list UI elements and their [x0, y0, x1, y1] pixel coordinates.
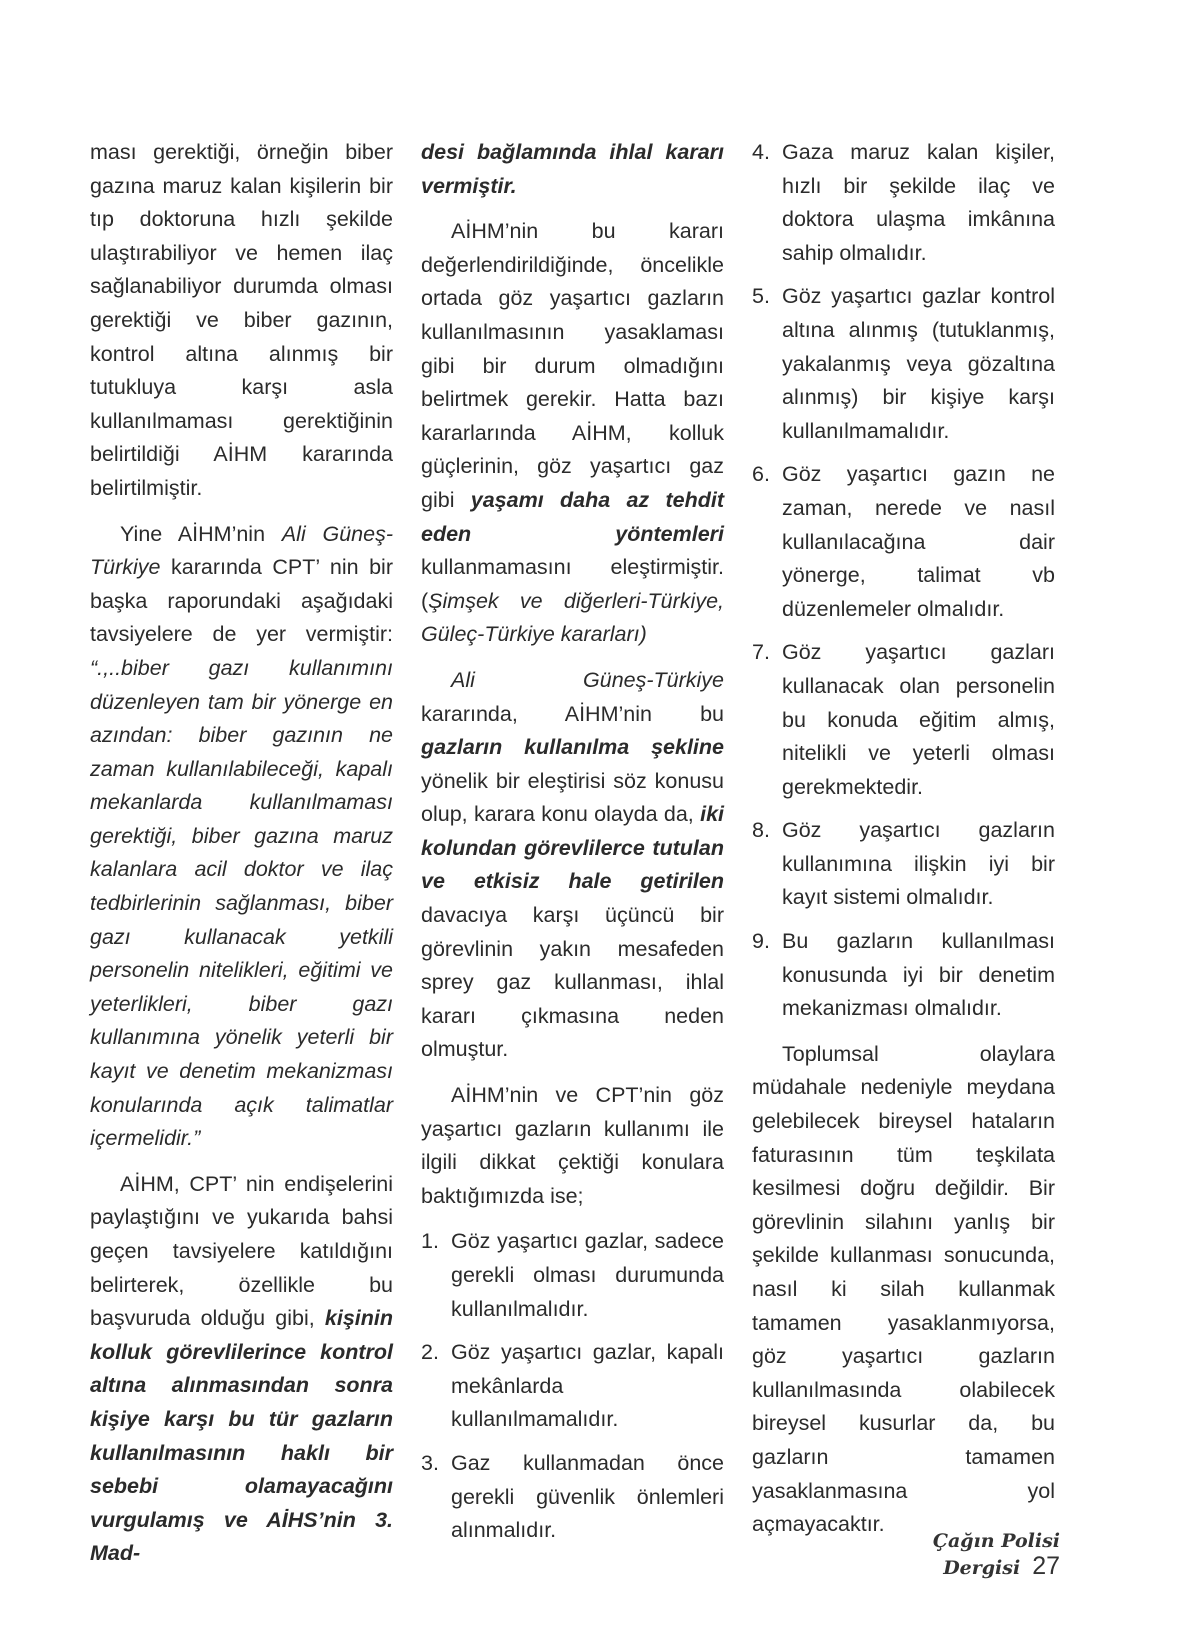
list-item: 8. Göz yaşartıcı gazların kullanımına ilişkin iyi bir kayıt sistemi olmalıdır. [752, 818, 1055, 910]
case-name: Ali Güneş-Türkiye [90, 521, 394, 580]
list-item: 1. Göz yaşartıcı gazlar, sadece gerekli olması durumunda kullanılmalıdır. [421, 1229, 724, 1321]
numbered-list [421, 1225, 724, 1547]
column-1 [90, 136, 393, 1583]
paragraph: AİHM, CPT’ nin endişelerini paylaştığını ve yukarıda bahsi geçen tavsiyelere katıldığını belirterek, özellikle bu başvuruda olduğu gibi, kişinin kolluk görevlilerince kontrol altına alınmasından sonra kişiye karşı bu tür gazların kullanılmasının haklı bir sebebi olamayacağını vurgulamış ve AİHS’nin 3. Mad- [90, 1171, 393, 1566]
page-footer [820, 1530, 1060, 1581]
list-item: 7. Göz yaşartıcı gazları kullanacak olan personelin bu konuda eğitim almış, nitelikli ve yeterli olması gerekmektedir. [752, 640, 1055, 799]
list-item: 9. Bu gazların kullanılması konusunda iyi bir denetim mekanizması olmalıdır. [752, 929, 1055, 1021]
paragraph: Toplumsal olaylara müdahale nedeniyle meydana gelebilecek bireysel hataların faturasının tüm teşkilata kesilmesi doğru değildir. Bir görevlinin silahını yanlış bir şekilde kullanması sonucunda, nasıl ki silah kullanmak tamamen yasaklanmıyorsa, göz yaşartıcı gazların kullanılmasında olabilecek bireysel kusurlar da, bu gazların tamamen yasaklanmasına yol açmayacaktır. [752, 1041, 1055, 1537]
list-item: 5. Göz yaşartıcı gazlar kontrol altına alınmış (tutuklanmış, yakalanmış veya gözaltına alınmış) bir kişiye karşı kullanılmamalıdır. [752, 284, 1055, 443]
emphasis: yaşamı daha az tehdit eden yöntemleri [421, 487, 724, 546]
list-item: 2. Göz yaşartıcı gazlar, kapalı mekânlarda kullanılmamalıdır. [421, 1340, 724, 1432]
list-item: 4. Gaza maruz kalan kişiler, hızlı bir şekilde ilaç ve doktora ulaşma imkânına sahip olmalıdır. [752, 140, 1055, 265]
paragraph: AİHM’nin bu kararı değerlendirildiğinde, öncelikle ortada göz yaşartıcı gazların kullanılmasının yasaklaması gibi bir durum olmadığını belirtmek gerekir. Hatta bazı kararlarında AİHM, kolluk güçlerinin, göz yaşartıcı gaz gibi yaşamı daha az tehdit eden yöntemleri kullanmamasını eleştirmiştir. (Şimşek ve diğerleri-Türkiye, Güleç-Türkiye kararları) [421, 219, 724, 647]
paragraph: Yine AİHM’nin Ali Güneş-Türkiye kararında CPT’ nin bir başka raporundaki aşağıdaki tavsiyelere de yer vermiştir: “.,..biber gazı kullanımını düzenleyen tam bir yönerge en azından: biber gazının ne zaman kullanılabileceği, kapalı mekanlarda kullanılmaması gerektiği, biber gazına maruz kalanlara acil doktor ve ilaç tedbirlerinin sağlanması, biber gazı kullanacak yetkili personelin nitelikleri, eğitimi ve yeterlikleri, biber gazı kullanımına yönelik yeterli bir kayıt ve denetim mekanizması konularında açık talimatlar içermelidir.” [90, 521, 394, 1151]
paragraph: ması gerektiği, örneğin biber gazına maruz kalan kişilerin bir tıp doktoruna hızlı şekilde ulaştırabiliyor ve hemen ilaç sağlanabiliyor durumda olması gerektiği ve biber gazının, kontrol altına alınmış bir tutukluya karşı asla kullanılmaması gerektiğinin belirtildiği AİHM kararında belirtilmiştir. [90, 140, 393, 500]
paragraph [421, 136, 724, 203]
paragraph: Ali Güneş-Türkiye kararında, AİHM’nin bu gazların kullanılma şekline yönelik bir eleştirisi söz konusu olup, karara konu olayda da, iki kolundan görevlilerce tutulan ve etkisiz hale getirilen davacıya karşı üçüncü bir görevlinin yakın mesafeden sprey gaz kullanması, ihlal kararı çıkmasına neden olmuştur. [421, 667, 724, 1062]
list-item: 3. Gaz kullanmadan önce gerekli güvenlik önlemleri alınmalıdır. [421, 1450, 724, 1543]
column-3 [752, 136, 1055, 1554]
case-names: Şimşek ve diğerleri-Türkiye, Güleç-Türkiye kararları) [421, 588, 724, 647]
numbered-list [752, 136, 1055, 1026]
emphasis: kişinin kolluk görevlilerince kontrol altına alınmasından sonra kişiye karşı bu tür gazların kullanılmasının haklı bir sebebi olamayacağını vurgulamış ve AİHS’nin 3. Mad- [90, 1306, 393, 1566]
case-name: Ali Güneş-Türkiye [451, 667, 724, 692]
paragraph: AİHM’nin ve CPT’nin göz yaşartıcı gazların kullanımı ile ilgili dikkat çektiği konulara baktığımızda ise; [421, 1083, 724, 1208]
column-2 [421, 136, 724, 1560]
page-number: 27 [1032, 1552, 1060, 1580]
emphasis: desi bağlamında ihlal kararı vermiştir. [421, 140, 724, 198]
magazine-name: Çağın Polisi Dergisi [932, 1530, 1060, 1579]
emphasis: iki kolundan görevlilerce tutulan ve etkisiz hale getirilen [421, 802, 724, 894]
quotation: “.,..biber gazı kullanımını düzenleyen tam bir yönerge en azından: biber gazının ne zaman kullanılabileceği, kapalı mekanlarda kullanılmaması gerektiği, biber gazına maruz kalanlara acil doktor ve ilaç tedbirlerinin sağlanması, biber gazı kullanacak yetkili personelin nitelikleri, eğitimi ve yeterlikleri, biber gazı kullanımına yönelik yeterli bir kayıt ve denetim mekanizması konularında açık talimatlar içermelidir.” [90, 655, 393, 1151]
list-item: 6. Göz yaşartıcı gazın ne zaman, nerede ve nasıl kullanılacağına dair yönerge, talimat vb düzenlemeler olmalıdır. [752, 462, 1055, 621]
emphasis: gazların kullanılma şekline [421, 735, 724, 760]
